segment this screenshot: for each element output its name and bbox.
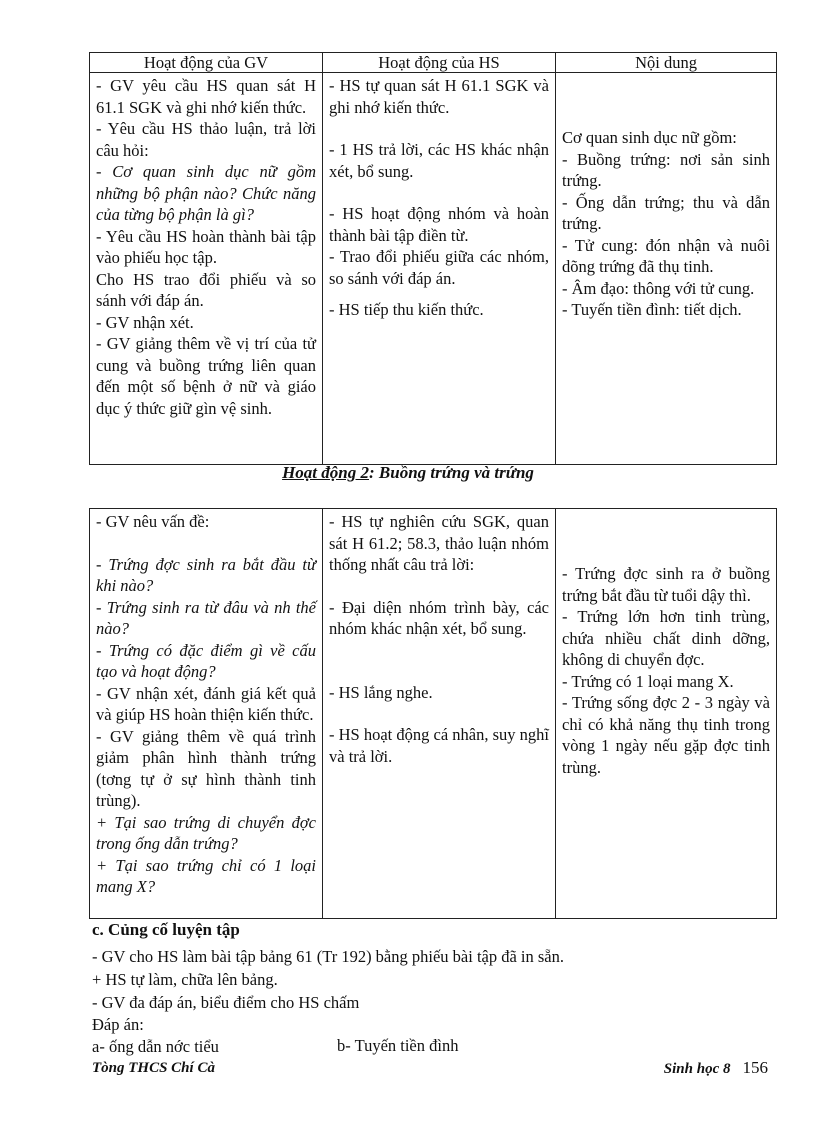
section-heading-hoat-dong-2 bbox=[0, 463, 816, 483]
gv-question: + Tại sao trứng chỉ có 1 loại mang X? bbox=[96, 855, 316, 896]
hs-line: - Đại diện nhóm trình bày, các nhóm khác nhận xét, bổ sung. bbox=[329, 597, 549, 638]
gv-line: - GV nêu vấn đề: bbox=[96, 512, 210, 531]
hs-cell bbox=[323, 73, 556, 465]
gv-line: - GV nhận xét, đánh giá kết quả và giúp HS hoàn thiện kiến thức. bbox=[96, 683, 316, 724]
nd-line: - Tuyến tiền đình: tiết dịch. bbox=[562, 300, 742, 319]
page-number: 156 bbox=[742, 1058, 768, 1077]
gv-line: - Yêu cầu HS hoàn thành bài tập vào phiếu học tập. bbox=[96, 226, 316, 267]
hs-cell bbox=[323, 509, 556, 919]
paragraph-line: + HS tự làm, chữa lên bảng. bbox=[92, 970, 278, 989]
gv-question: - Trứng đợc sinh ra bắt đầu từ khi nào? bbox=[96, 554, 316, 595]
heading-underlined: Hoạt động 2 bbox=[282, 463, 369, 482]
nd-line: - Tử cung: đón nhận và nuôi dõng trứng đã thụ tinh. bbox=[562, 235, 770, 276]
gv-line: - GV giảng thêm về vị trí của tử cung và buồng trứng liên quan đến một số bệnh ở nữ và giáo dục ý thức giữ gìn vệ sinh. bbox=[96, 334, 316, 418]
gv-cell bbox=[90, 509, 323, 919]
activity-table-1 bbox=[89, 52, 777, 465]
header-gv: Hoạt động của GV bbox=[90, 53, 323, 73]
noi-dung-cell bbox=[556, 509, 777, 919]
gv-line: Cho HS trao đổi phiếu và so sánh với đáp án. bbox=[96, 269, 316, 310]
hs-line: - HS tiếp thu kiến thức. bbox=[329, 300, 484, 319]
nd-line: - Âm đạo: thông với tử cung. bbox=[562, 278, 755, 298]
gv-line: - GV giảng thêm về quá trình giảm phân hình thành trứng (tơng tự ở sự hình thành tinh trùng). bbox=[96, 726, 316, 810]
header-hs: Hoạt động của HS bbox=[323, 53, 556, 73]
gv-question: - Cơ quan sinh dục nữ gồm những bộ phận nào? Chức năng của từng bộ phận là gì? bbox=[96, 162, 316, 224]
nd-line: - Ống dẫn trứng; thu và dẫn trứng. bbox=[562, 192, 770, 233]
header-noi-dung: Nội dung bbox=[556, 53, 777, 73]
gv-question: + Tại sao trứng di chuyển đợc trong ống dẫn trứng? bbox=[96, 812, 316, 853]
gv-question: - Trứng sinh ra từ đâu và nh thế nào? bbox=[96, 597, 316, 638]
gv-line: - GV yêu cầu HS quan sát H 61.1 SGK và ghi nhớ kiến thức. bbox=[96, 76, 316, 117]
hs-line: - 1 HS trả lời, các HS khác nhận xét, bổ sung. bbox=[329, 140, 549, 181]
hs-line: - HS tự nghiên cứu SGK, quan sát H 61.2; 58.3, thảo luận nhóm thống nhất câu trả lời: bbox=[329, 512, 549, 574]
nd-line: Cơ quan sinh dục nữ gồm: bbox=[562, 128, 737, 147]
answer-b: b- Tuyến tiền đình bbox=[337, 1036, 459, 1055]
hs-line: - Trao đổi phiếu giữa các nhóm, so sánh với đáp án. bbox=[329, 247, 549, 288]
table-row bbox=[90, 509, 777, 919]
answer-a: a- ống dẫn nớc tiểu bbox=[92, 1037, 219, 1056]
footer-school: Tòng THCS Chí Cà bbox=[92, 1060, 215, 1076]
gv-question: - Trứng có đặc điểm gì về cấu tạo và hoạt động? bbox=[96, 640, 316, 681]
nd-line: - Trứng đợc sinh ra ở buồng trứng bắt đầu từ tuổi dậy thì. bbox=[562, 564, 770, 605]
footer-right bbox=[664, 1058, 768, 1078]
gv-cell bbox=[90, 73, 323, 465]
nd-line: - Trứng lớn hơn tinh trùng, chứa nhiều chất dinh dỡng, không di chuyển đợc. bbox=[562, 607, 770, 669]
gv-line: - Yêu cầu HS thảo luận, trả lời câu hỏi: bbox=[96, 119, 316, 160]
hs-line: - HS hoạt động cá nhân, suy nghĩ và trả lời. bbox=[329, 725, 549, 766]
noi-dung-cell bbox=[556, 73, 777, 465]
footer-subject: Sinh học 8 bbox=[663, 1061, 731, 1077]
paragraph-line: - GV đa đáp án, biểu điểm cho HS chấm bbox=[92, 993, 360, 1012]
hs-line: - HS tự quan sát H 61.1 SGK và ghi nhớ kiến thức. bbox=[329, 76, 549, 117]
gv-line: - GV nhận xét. bbox=[96, 312, 194, 332]
nd-line: - Trứng có 1 loại mang X. bbox=[562, 671, 734, 691]
table-row bbox=[90, 73, 777, 465]
nd-line: - Buồng trứng: nơi sản sinh trứng. bbox=[562, 149, 770, 190]
nd-line: - Trứng sống đợc 2 - 3 ngày và chỉ có khả năng thụ tinh trong vòng 1 ngày nếu gặp đợc tinh trùng. bbox=[562, 693, 770, 777]
heading-rest: : Buồng trứng và trứng bbox=[368, 463, 534, 482]
hs-line: - HS hoạt động nhóm và hoàn thành bài tập điền từ. bbox=[329, 204, 549, 245]
table-header-row bbox=[90, 53, 777, 73]
paragraph-line: - GV cho HS làm bài tập bảng 61 (Tr 192) bằng phiếu bài tập đã in sẵn. bbox=[92, 947, 565, 966]
section-title-cung-co: c. Củng cố luyện tập bbox=[92, 920, 240, 939]
hs-line: - HS lắng nghe. bbox=[329, 682, 433, 702]
activity-table-2 bbox=[89, 508, 777, 919]
paragraph-line: Đáp án: bbox=[92, 1015, 144, 1034]
